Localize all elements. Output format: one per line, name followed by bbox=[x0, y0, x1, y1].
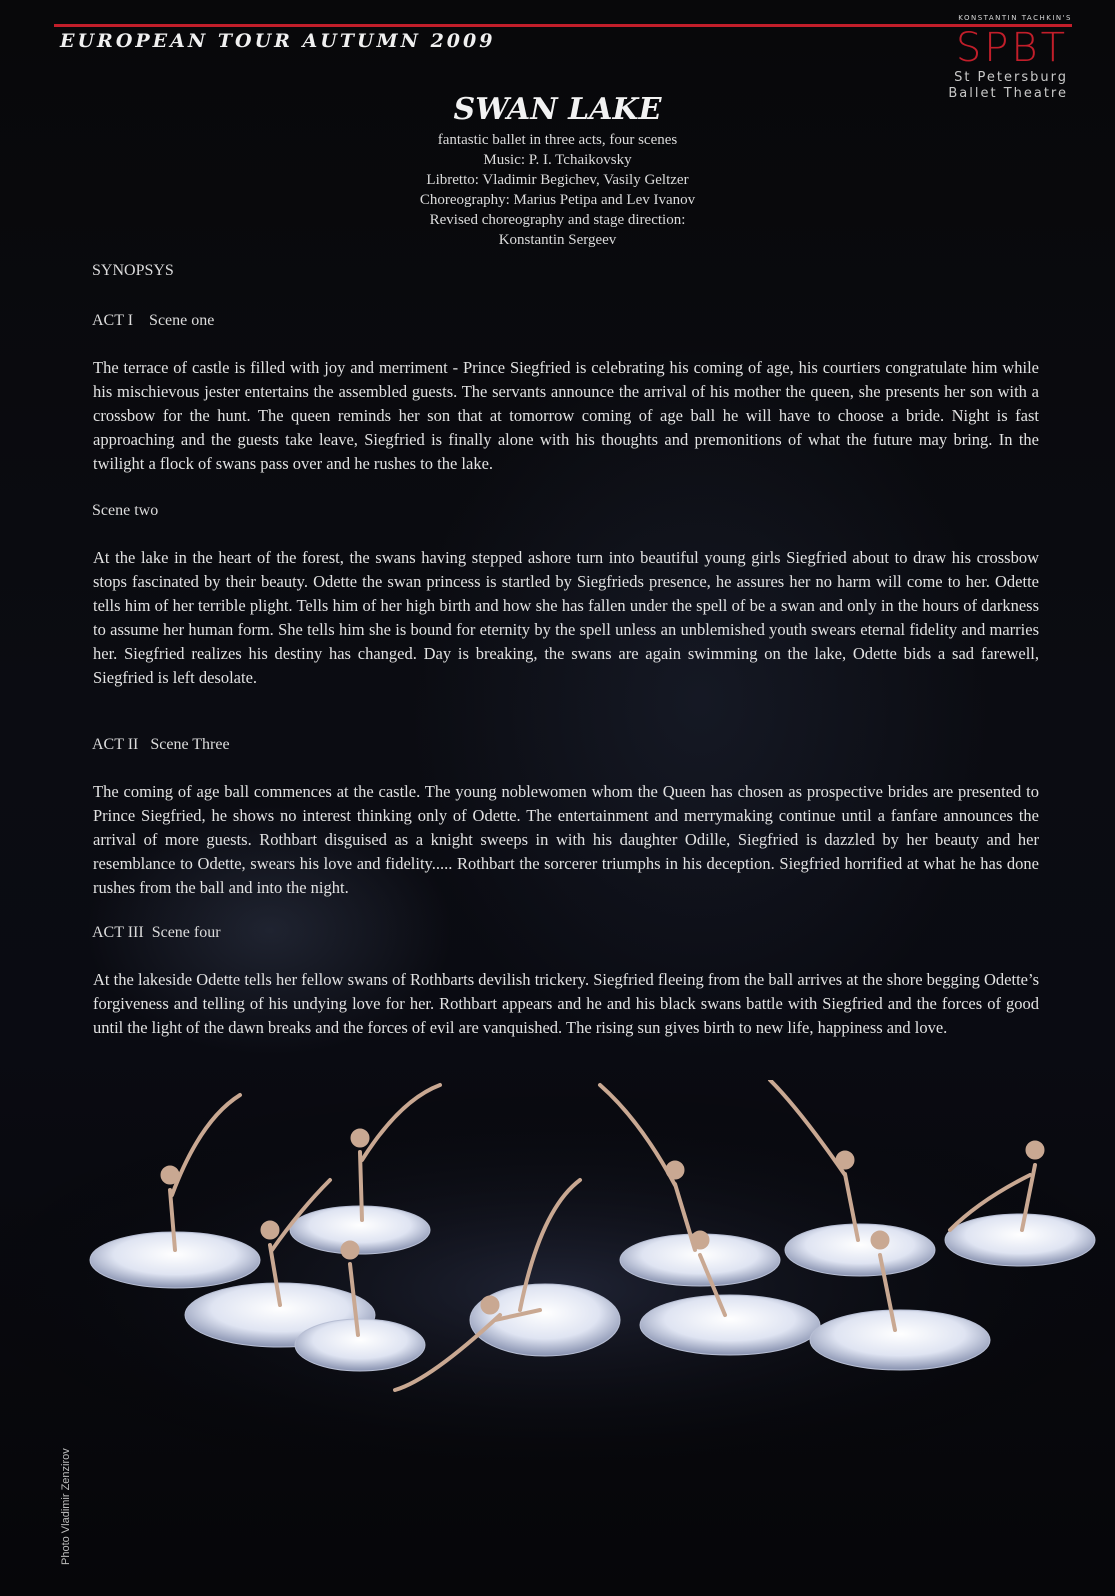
section-text-act3: At the lakeside Odette tells her fellow swans of Rothbarts devilish trickery. Siegfried fleeing from the ball arrives at the shore begging Odette’s forgiveness and telling of his undying love for her. Rothbart appears and he and his black swans battle with Siegfried and the forces of good until the light of the dawn breaks and the forces of evil are vanquished. The rising sun gives birth to new life, happiness and love. bbox=[93, 970, 1039, 1037]
credit-line: Libretto: Vladimir Begichev, Vasily Geltzer bbox=[426, 172, 689, 188]
logo-small-text: KONSTANTIN TACHKIN'S bbox=[958, 14, 1072, 22]
page-title: SWAN LAKE bbox=[453, 92, 662, 127]
tour-heading: EUROPEAN TOUR AUTUMN 2009 bbox=[60, 30, 496, 52]
section-text-act1: The terrace of castle is filled with joy and merriment - Prince Siegfried is celebrating his coming of age, his courtiers congratulate him while his mischievous jester entertains the assembled guests. The servants announce the arrival of his mother the queen, she presents her son with a crossbow for the hunt. The queen reminds her son that at tomorrow coming of age ball he will have to choose a bride. Night is fast approaching and the guests take leave, Siegfried is finally alone with his thoughts and premonitions of what the future may bring. In the twilight a flock of swans pass over and he rushes to the lake. bbox=[93, 358, 1039, 473]
header-rule bbox=[54, 24, 1072, 27]
credit-line: Music: P. I. Tchaikovsky bbox=[483, 152, 632, 168]
production-credits bbox=[0, 130, 1115, 250]
section-text-act2: The coming of age ball commences at the castle. The young noblewomen whom the Queen has chosen as prospective brides are presented to Prince Siegfried, he shows no interest thinking only of Odette. The entertainment and merrymaking continue until a fanfare announces the arrival of more guests. Rothbart disguised as a knight sweeps in with his daughter Odille, Siegfried is dazzled by her beauty and her resemblance to Odette, swears his love and fidelity..... Rothbart the sorcerer triumphs in his deception. Siegfried horrified at what he has done rushes from the ball and into the night. bbox=[93, 782, 1039, 897]
credit-line: Revised choreography and stage direction: bbox=[429, 212, 686, 228]
swan-ballet-photo bbox=[0, 1080, 1115, 1460]
section-label-act1: ACT I Scene one bbox=[92, 312, 215, 329]
logo-mark: SPBT bbox=[955, 25, 1068, 71]
section-label-act3: ACT III Scene four bbox=[92, 924, 221, 941]
section-text-scene2: At the lake in the heart of the forest, the swans having stepped ashore turn into beautiful young girls Siegfried about to draw his crossbow stops fascinated by their beauty. Odette the swan princess is startled by Siegfrieds presence, he assures her no harm will come to her. Odette tells him of her terrible plight. Tells him of her high birth and how she has fallen under the spell of be a swan and only in the hours of darkness to assume her human form. She tells him she is bound for eternity by the spell unless an unblemished youth swears eternal fidelity and marries her. Siegfried realizes his destiny has changed. Day is breaking, the swans are again swimming on the lake, Odette bids a sad farewell, Siegfried is left desolate. bbox=[93, 548, 1039, 687]
logo-line-1: St Petersburg bbox=[954, 70, 1068, 85]
credit-line: fantastic ballet in three acts, four scenes bbox=[437, 132, 678, 148]
spbt-logo bbox=[928, 8, 1078, 101]
credit-line: Konstantin Sergeev bbox=[498, 232, 617, 248]
photo-credit: Photo Vladimir Zenzirov bbox=[60, 1448, 72, 1565]
section-label-act2: ACT II Scene Three bbox=[92, 736, 230, 753]
synopsis-heading: SYNOPSYS bbox=[92, 262, 174, 279]
logo-line-2: Ballet Theatre bbox=[948, 86, 1068, 101]
section-label-scene2: Scene two bbox=[92, 502, 159, 519]
credit-line: Choreography: Marius Petipa and Lev Ivanov bbox=[419, 192, 696, 208]
